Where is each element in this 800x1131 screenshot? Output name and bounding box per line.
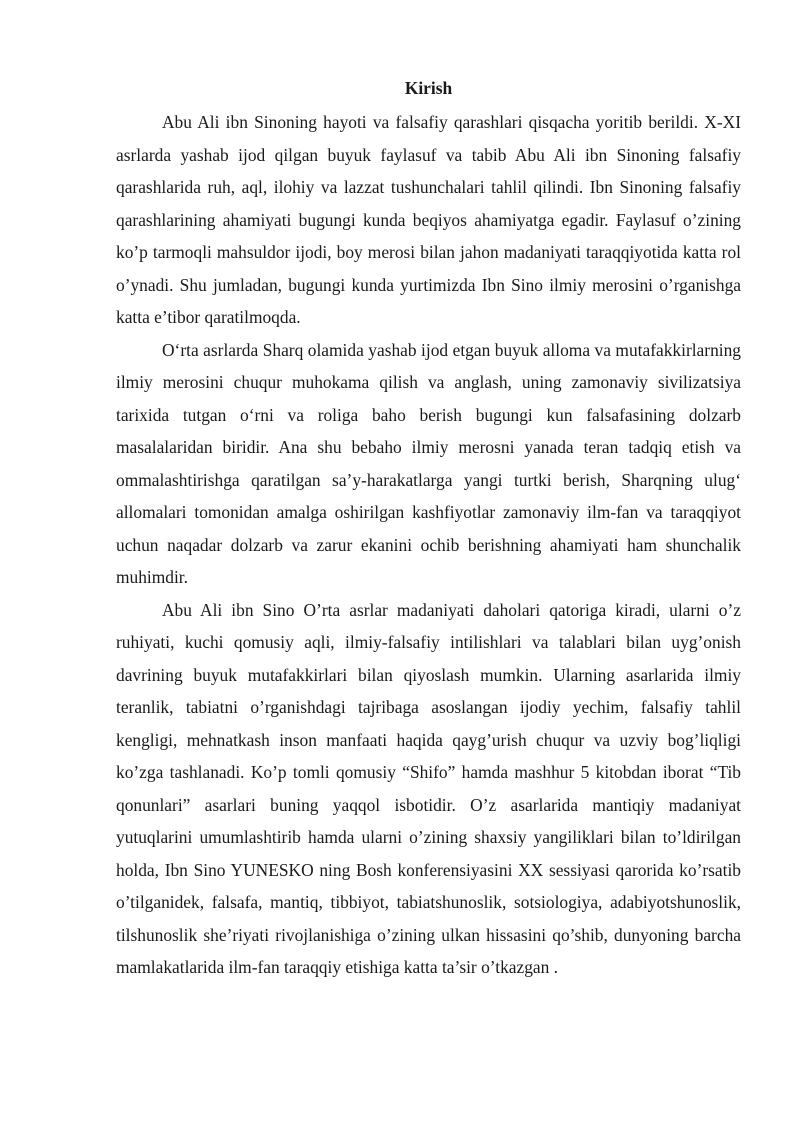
paragraph-1: Abu Ali ibn Sinoning hayoti va falsafiy qarashlari qisqacha yoritib berildi. X-XI asrlarda yashab ijod qilgan buyuk faylasuf va tabib Abu Ali ibn Sinoning falsafiy qarashlarida ruh, aql, ilohiy va lazzat tushunchalari tahlil qilindi. Ibn Sinoning falsafiy qarashlarining ahamiyati bugungi kunda beqiyos ahamiyatga egadir. Faylasuf o’zining ko’p tarmoqli mahsuldor ijodi, boy merosi bilan jahon madaniyati taraqqiyotida katta rol o’ynadi. Shu jumladan, bugungi kunda yurtimizda Ibn Sino ilmiy merosini o’rganishga katta e’tibor qaratilmoqda. [116,112,741,327]
paragraph-3: Abu Ali ibn Sino O’rta asrlar madaniyati daholari qatoriga kiradi, ularni o’z ruhiyati, kuchi qomusiy aqli, ilmiy-falsafiy intilishlari va talablari bilan uyg’onish davrining buyuk mutafakkirlari bilan qiyoslash mumkin. Ularning asarlarida ilmiy teranlik, tabiatni o’rganishdagi tajribaga asoslangan ijodiy yechim, falsafiy tahlil kengligi, mehnatkash inson manfaati haqida qayg’urish chuqur va uzviy bog’liqligi ko’zga tashlanadi. Ko’p tomli qomusiy “Shifo” hamda mashhur 5 kitobdan iborat “Tib qonunlari” asarlari buning yaqqol isbotidir. O’z asarlarida mantiqiy madaniyat yutuqlarini umumlashtirib hamda ularni o’zining shaxsiy yangiliklari bilan to’ldirilgan holda, Ibn Sino YUNESKO ning Bosh konferensiyasini XX sessiyasi qarorida ko’rsatib o’tilganidek, falsafa, mantiq, tibbiyot, tabiatshunoslik, sotsiologiya, adabiyotshunoslik, tilshunoslik she’riyati rivojlanishiga o’zining ulkan hissasini qo’shib, dunyoning barcha mamlakatlarida ilm-fan taraqqiy etishiga katta ta’sir o’tkazgan . [116,599,741,977]
paragraph-2: O‘rta asrlarda Sharq olamida yashab ijod etgan buyuk alloma va mutafakkirlarning ilmiy merosini chuqur muhokama qilish va anglash, uning zamonaviy sivilizatsiya tarixida tutgan o‘rni va roliga baho berish bugungi kun falsafasining dolzarb masalalaridan biridir. Ana shu bebaho ilmiy merosni yanada teran tadqiq etish va ommalashtirishga qaratilgan sa’y-harakatlarga yangi turtki berish, Sharqning ulug‘ allomalari tomonidan amalga oshirilgan kashfiyotlar zamonaviy ilm-fan va taraqqiyot uchun naqadar dolzarb va zarur ekanini ochib berishning ahamiyati ham shunchalik muhimdir. [116,339,741,587]
document-page [116,71,741,984]
document-title: Kirish [404,78,453,98]
